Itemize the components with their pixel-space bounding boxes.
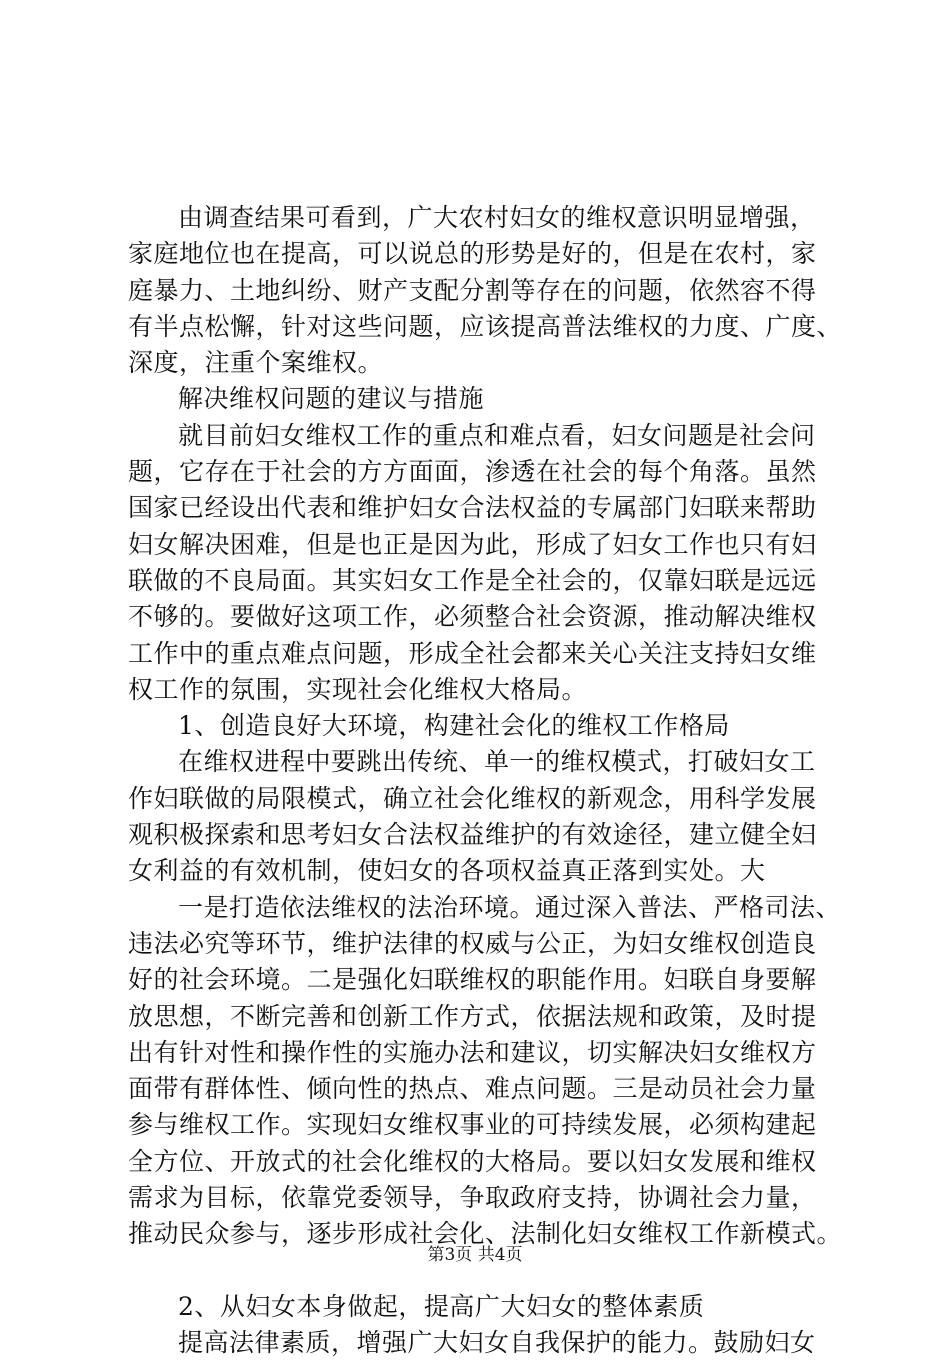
text-line: 妇女解决困难，但是也正是因为此，形成了妇女工作也只有妇: [128, 529, 817, 559]
text-line: 工作中的重点难点问题，形成全社会都来关心关注支持妇女维: [128, 638, 817, 668]
text-line: 放思想，不断完善和创新工作方式，依据法规和政策，及时提: [128, 1001, 817, 1031]
text-line: 观积极探索和思考妇女合法权益维护的有效途径，建立健全妇: [128, 820, 817, 850]
paragraph-measures: [128, 890, 843, 1253]
section-heading: 解决维权问题的建议与措施: [178, 384, 485, 414]
page-indicator: 第3页 共4页: [427, 1245, 523, 1265]
text-line: 全方位、开放式的社会化维权的大格局。要以妇女发展和维权: [128, 1146, 817, 1176]
text-line: 一是打造依法维权的法治环境。通过深入普法、严格司法、: [178, 892, 842, 922]
text-line: 提高法律素质，增强广大妇女自我保护的能力。鼓励妇女: [178, 1327, 816, 1357]
text-line: 就目前妇女维权工作的重点和难点看，妇女问题是社会问: [178, 420, 816, 450]
text-line: 深度，注重个案维权。: [128, 348, 384, 378]
text-line: 有半点松懈，针对这些问题，应该提高普法维权的力度、广度、: [128, 311, 843, 341]
text-line: 作妇联做的局限模式，确立社会化维权的新观念，用科学发展: [128, 783, 817, 813]
text-line: 出有针对性和操作性的实施办法和建议，切实解决妇女维权方: [128, 1037, 817, 1067]
text-line: 国家已经设出代表和维护妇女合法权益的专属部门妇联来帮助: [128, 493, 817, 523]
paragraph-quality: [128, 1325, 840, 1361]
document-body: [128, 200, 843, 1361]
subsection-heading-2: 2、从妇女本身做起，提高广大妇女的整体素质: [178, 1291, 705, 1321]
text-line: 推动民众参与，逐步形成社会化、法制化妇女维权工作新模式。: [128, 1219, 843, 1249]
text-line: 参与维权工作。实现妇女维权事业的可持续发展，必须构建起: [128, 1110, 817, 1140]
text-line: 由调查结果可看到，广大农村妇女的维权意识明显增强，: [178, 203, 816, 232]
text-line: 不够的。要做好这项工作，必须整合社会资源，推动解决维权: [128, 602, 817, 632]
text-line: 庭暴力、土地纠纷、财产支配分割等存在的问题，依然容不得: [128, 275, 817, 305]
subsection-heading-1: 1、创造良好大环境，构建社会化的维权工作格局: [178, 711, 730, 741]
text-line: 违法必究等环节，维护法律的权威与公正，为妇女维权创造良: [128, 928, 817, 958]
text-line: 权工作的氛围，实现社会化维权大格局。: [128, 674, 588, 704]
text-line: 题，它存在于社会的方方面面，渗透在社会的每个角落。虽然: [128, 457, 817, 487]
paragraph-intro: [128, 200, 843, 381]
text-line: 联做的不良局面。其实妇女工作是全社会的，仅靠妇联是远远: [128, 565, 817, 595]
text-line: 面带有群体性、倾向性的热点、难点问题。三是动员社会力量: [128, 1074, 817, 1104]
text-line: 好的社会环境。二是强化妇联维权的职能作用。妇联自身要解: [128, 965, 817, 995]
page-footer: [0, 1244, 950, 1266]
text-line: 需求为目标，依靠党委领导，争取政府支持，协调社会力量，: [128, 1183, 817, 1213]
text-line: 家庭地位也在提高，可以说总的形势是好的，但是在农村，家: [128, 239, 817, 269]
paragraph-environment: [128, 744, 840, 889]
paragraph-current-situation: [128, 418, 840, 708]
text-line: 在维权进程中要跳出传统、单一的维权模式，打破妇女工: [178, 747, 816, 777]
text-line: 女利益的有效机制，使妇女的各项权益真正落到实处。大: [128, 856, 766, 886]
